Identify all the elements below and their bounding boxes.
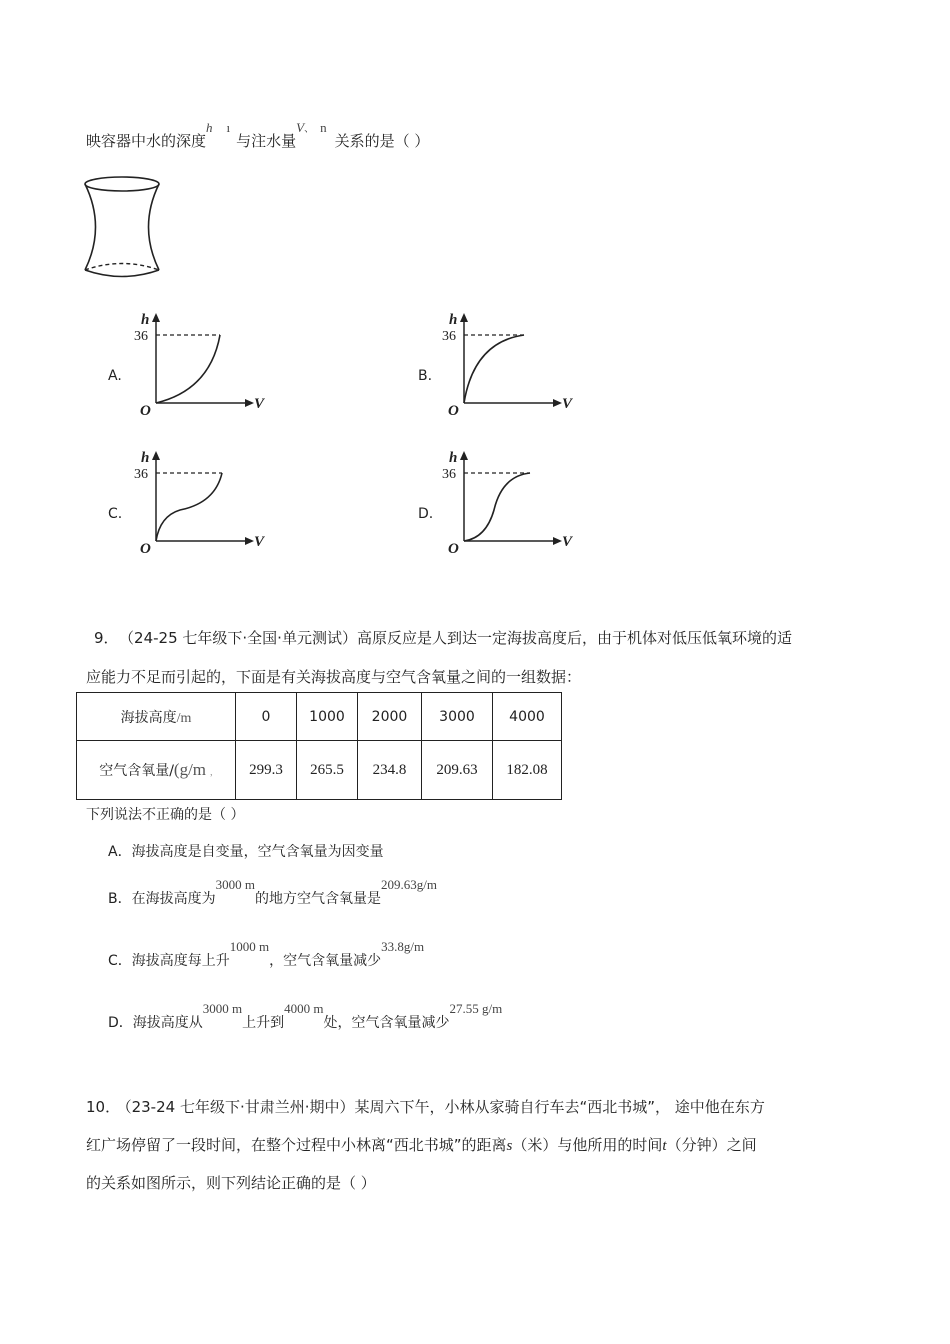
q9-option-b-mid: 的地方空气含氧量是 <box>254 891 381 907</box>
q8-graph-b-origin: O <box>448 403 459 419</box>
q9-height-cell: 3000 <box>422 693 493 741</box>
q9-number: 9． <box>94 629 119 647</box>
q8-graph-d-origin: O <box>448 541 459 557</box>
q8-var-h: h <box>206 120 213 135</box>
q8-graph-b[interactable] <box>438 310 588 420</box>
q10-stem-line2-pre: 红广场停留了一段时间，在整个过程中小林离“西北书城”的距离 <box>86 1136 507 1154</box>
q9-option-d-value3: 27.55 g/m <box>449 1001 503 1016</box>
q10-number: 10． <box>86 1098 121 1116</box>
q8-graph-b-y-label: h <box>449 312 458 328</box>
q9-table-header-height <box>77 693 236 741</box>
q9-option-c-pre: C．海拔高度每上升 <box>108 953 230 969</box>
q9-height-cell: 2000 <box>358 693 422 741</box>
q10-stem-line2-post: （分钟）之间 <box>666 1136 757 1154</box>
q8-graph-c-tick: 36 <box>134 467 148 482</box>
q8-graph-c-curve <box>156 473 222 541</box>
q8-option-d-label[interactable]: D. <box>418 506 434 522</box>
q9-question: 下列说法不正确的是（ ） <box>86 807 245 823</box>
q9-option-b[interactable] <box>108 877 437 908</box>
q9-option-d-mid: 上升到 <box>242 1015 285 1031</box>
q8-graph-c-x-label: V <box>254 534 265 550</box>
q9-stem-text1: 高原反应是人到达一定海拔高度后，由于机体对低压低氧环境的适 <box>356 629 792 647</box>
q9-stem-line2: 应能力不足而引起的，下面是有关海拔高度与空气含氧量之间的一组数据： <box>86 668 582 686</box>
q9-table-header-oxygen <box>77 741 236 800</box>
q10-stem-text1: 某周六下午，小林从家骑自行车去“西北书城”， 途中他在东方 <box>354 1098 765 1116</box>
q10-stem-line2-mid: （米）与他所用的时间 <box>512 1136 663 1154</box>
q9-option-b-value1: 3000 m <box>215 877 255 892</box>
q8-graph-c[interactable] <box>130 448 280 558</box>
q9-data-table <box>76 692 562 800</box>
q9-stem-line1 <box>94 627 792 648</box>
q8-unit-v: n <box>320 120 327 135</box>
q8-option-b-label[interactable]: B. <box>418 368 433 384</box>
q10-var-s: s <box>506 1138 513 1154</box>
q9-table-header-height-unit: /m <box>176 710 192 726</box>
q9-oxygen-cell: 234.8 <box>358 741 422 800</box>
q10-stem-line3: 的关系如图所示，则下列结论正确的是（ ） <box>86 1174 376 1192</box>
q8-graph-d-tick: 36 <box>442 467 456 482</box>
q9-table-header-oxygen-tail: , <box>210 766 213 778</box>
q8-graph-d[interactable] <box>438 448 588 558</box>
q10-source: （23-24 七年级下·甘肃兰州·期中） <box>124 1098 355 1116</box>
q9-table-header-oxygen-text: 空气含氧量/ <box>99 763 174 779</box>
q8-stem <box>86 120 430 151</box>
q9-option-a[interactable]: A．海拔高度是自变量，空气含氧量为因变量 <box>108 844 384 860</box>
q8-graph-d-y-label: h <box>449 450 458 466</box>
q9-height-cell: 0 <box>236 693 297 741</box>
q9-oxygen-cell: 209.63 <box>422 741 493 800</box>
q8-graph-a-x-label: V <box>254 396 265 412</box>
q9-option-c[interactable] <box>108 939 425 970</box>
q8-unit-h: ı <box>226 120 231 135</box>
q9-option-c-value1: 1000 m <box>229 939 270 954</box>
q8-option-c-label[interactable]: C. <box>108 506 123 522</box>
q8-stem-part3: 关系的是（ ） <box>334 132 430 150</box>
q8-graph-b-x-label: V <box>562 396 573 412</box>
q9-option-d-value1: 3000 m <box>202 1001 243 1016</box>
q8-graph-d-curve <box>464 473 530 541</box>
q10-var-t: t <box>662 1138 667 1154</box>
q8-stem-part1: 映容器中水的深度 <box>86 132 207 150</box>
q9-option-b-pre: B．在海拔高度为 <box>108 891 216 907</box>
q9-oxygen-cell: 265.5 <box>297 741 358 800</box>
q9-table-header-oxygen-unit: (g/m <box>173 760 207 779</box>
q8-graph-b-tick: 36 <box>442 329 456 344</box>
q9-height-cell: 1000 <box>297 693 358 741</box>
container-figure <box>80 172 170 284</box>
q9-option-c-value2: 33.8g/m <box>381 939 425 954</box>
table-row <box>77 741 562 800</box>
q8-graph-d-x-label: V <box>562 534 573 550</box>
q9-option-c-mid: ，空气含氧量减少 <box>269 953 382 969</box>
q10-stem-line1 <box>86 1096 765 1117</box>
q8-graph-a-curve <box>156 335 220 403</box>
q8-var-v: V <box>296 120 305 135</box>
q9-source: （24-25 七年级下·全国·单元测试） <box>126 629 357 647</box>
q9-height-cell: 4000 <box>493 693 562 741</box>
q10-stem-line2 <box>86 1134 757 1155</box>
table-row <box>77 693 562 741</box>
q8-graph-c-y-label: h <box>141 450 150 466</box>
q9-option-b-value2: 209.63g/m <box>380 877 437 892</box>
q9-option-d[interactable] <box>108 1001 503 1032</box>
q8-graph-c-origin: O <box>140 541 151 557</box>
q8-stem-part2: 与注水量 <box>236 132 297 150</box>
q9-option-d-mid2: 处，空气含氧量减少 <box>323 1015 450 1031</box>
q8-option-a-label[interactable]: A. <box>108 368 122 384</box>
q9-table-header-height-text: 海拔高度 <box>120 709 177 726</box>
q8-graph-a-origin: O <box>140 403 151 419</box>
q8-graph-b-curve <box>464 335 524 403</box>
q9-oxygen-cell: 299.3 <box>236 741 297 800</box>
q8-sep: 、 <box>304 124 315 135</box>
q9-option-d-value2: 4000 m <box>284 1001 324 1016</box>
q8-graph-a-y-label: h <box>141 312 150 328</box>
q9-option-d-pre: D．海拔高度从 <box>108 1015 203 1031</box>
q9-oxygen-cell: 182.08 <box>493 741 562 800</box>
q8-graph-a-tick: 36 <box>134 329 148 344</box>
q8-graph-a[interactable] <box>130 310 280 420</box>
